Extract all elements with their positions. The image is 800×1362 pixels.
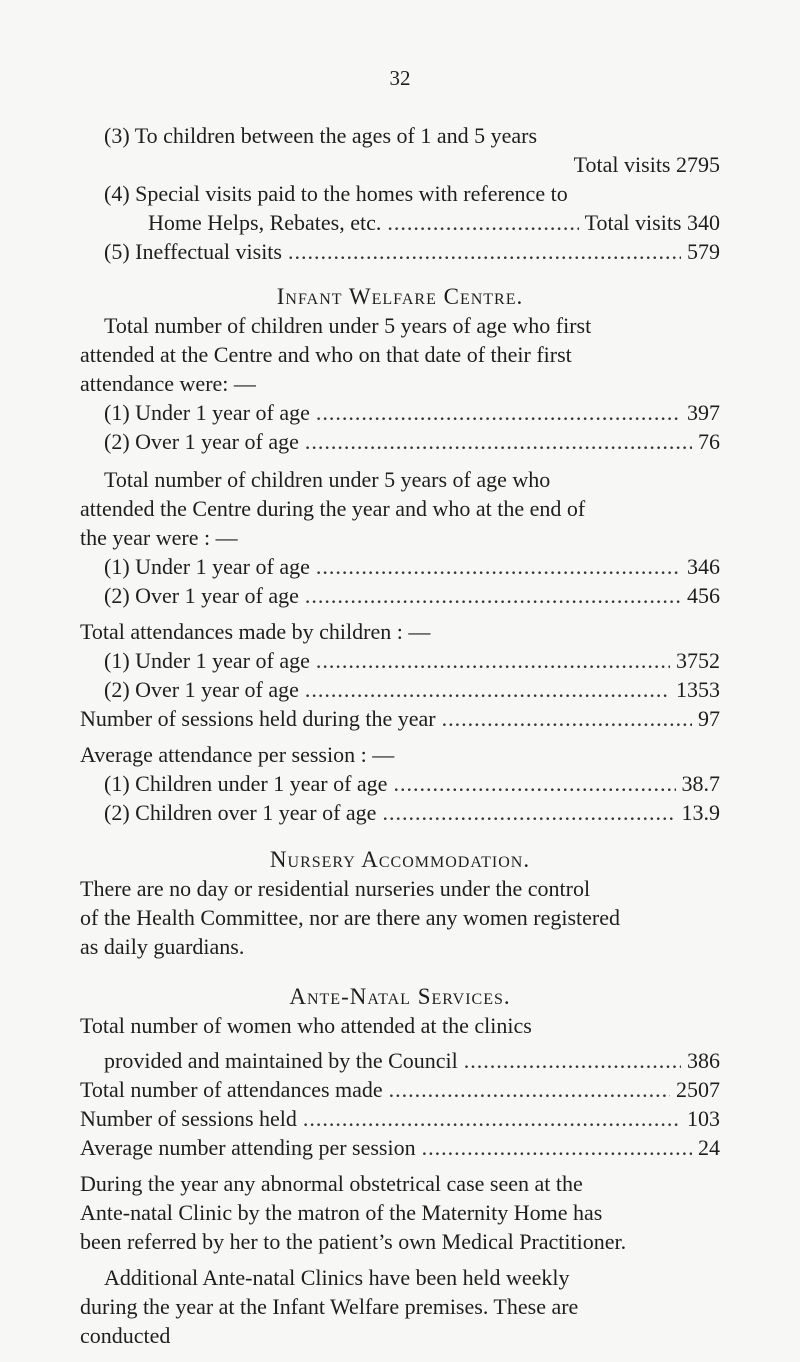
ante-attendances-value: 2507 [676, 1077, 720, 1102]
item3-total: Total visits 2795 [573, 152, 720, 177]
ante-attendances-label: Total number of attendances made [80, 1077, 383, 1102]
women-value: 386 [687, 1048, 720, 1073]
dot-leader [464, 1047, 681, 1075]
dot-leader [305, 582, 681, 610]
average-intro: Average attendance per session : — [80, 742, 395, 767]
ante-sessions-value: 103 [687, 1106, 720, 1131]
avg-under1-row [104, 770, 720, 798]
avg-under1-value: 38.7 [681, 771, 720, 796]
nursery-text-l1: There are no day or residential nurseries under the control [80, 876, 591, 901]
sessions-row [80, 705, 720, 733]
ante-average-label: Average number attending per session [80, 1135, 416, 1160]
ante-sessions-label: Number of sessions held [80, 1106, 297, 1131]
year-over1-label: (2) Over 1 year of age [104, 583, 299, 608]
during-year-intro-l3: the year were : — [80, 525, 238, 550]
nursery-text-l2: of the Health Committee, nor are there any women registered [80, 905, 621, 930]
ante-average-row [80, 1134, 720, 1162]
dot-leader [422, 1134, 692, 1162]
dot-leader [316, 553, 681, 581]
para1-l1: During the year any abnormal obstetrical case seen at the [80, 1171, 583, 1196]
item4-label-line2: Home Helps, Rebates, etc. [148, 210, 382, 235]
women-row [104, 1047, 720, 1075]
first-under1-label: (1) Under 1 year of age [104, 400, 310, 425]
item4-row [148, 209, 720, 237]
att-under1-value: 3752 [676, 648, 720, 673]
ante-natal-heading: Ante-Natal Services. [289, 984, 511, 1009]
sessions-label: Number of sessions held during the year [80, 706, 436, 731]
first-attended-intro-l3: attendance were: — [80, 371, 256, 396]
first-over1-label: (2) Over 1 year of age [104, 429, 299, 454]
ante-sessions-row [80, 1105, 720, 1133]
att-over1-value: 1353 [676, 677, 720, 702]
women-l1: Total number of women who attended at the clinics [80, 1013, 532, 1038]
avg-over1-row [104, 799, 720, 827]
att-under1-label: (1) Under 1 year of age [104, 648, 310, 673]
avg-under1-label: (1) Children under 1 year of age [104, 771, 388, 796]
first-under1-value: 397 [687, 400, 720, 425]
para1-l2: Ante-natal Clinic by the matron of the Maternity Home has [80, 1200, 603, 1225]
para2-l3: conducted [80, 1323, 171, 1348]
att-over1-row [104, 676, 720, 704]
dot-leader [305, 428, 692, 456]
attendances-intro: Total attendances made by children : — [80, 619, 431, 644]
during-year-intro-l2: attended the Centre during the year and who at the end of [80, 496, 586, 521]
item4-label-line1: (4) Special visits paid to the homes with reference to [104, 181, 568, 206]
dot-leader [393, 770, 675, 798]
att-over1-label: (2) Over 1 year of age [104, 677, 299, 702]
first-attended-intro-l1: Total number of children under 5 years of age who first [104, 313, 592, 338]
item3-label: (3) To children between the ages of 1 and 5 years [104, 123, 538, 148]
first-under1-row [104, 399, 720, 427]
att-under1-row [104, 647, 720, 675]
dot-leader [316, 399, 681, 427]
dot-leader [382, 799, 675, 827]
ante-attendances-row [80, 1076, 720, 1104]
during-year-intro-l1: Total number of children under 5 years of age who [104, 467, 551, 492]
item5-value: 579 [687, 239, 720, 264]
dot-leader [316, 647, 670, 675]
para2-l2: during the year at the Infant Welfare premises. These are [80, 1294, 579, 1319]
dot-leader [387, 209, 578, 237]
dot-leader [288, 238, 681, 266]
nursery-text-l3: as daily guardians. [80, 934, 245, 959]
avg-over1-value: 13.9 [681, 800, 720, 825]
dot-leader [442, 705, 692, 733]
dot-leader [389, 1076, 670, 1104]
ante-average-value: 24 [698, 1135, 720, 1160]
first-attended-intro-l2: attended at the Centre and who on that date of their first [80, 342, 572, 367]
first-over1-value: 76 [698, 429, 720, 454]
dot-leader [303, 1105, 681, 1133]
avg-over1-label: (2) Children over 1 year of age [104, 800, 377, 825]
page-number: 32 [389, 66, 411, 90]
year-under1-value: 346 [687, 554, 720, 579]
women-l2: provided and maintained by the Council [104, 1048, 458, 1073]
dot-leader [305, 676, 670, 704]
infant-welfare-heading: Infant Welfare Centre. [276, 284, 524, 309]
item5-label: (5) Ineffectual visits [104, 239, 282, 264]
nursery-heading: Nursery Accommodation. [269, 847, 531, 872]
first-over1-row [104, 428, 720, 456]
sessions-value: 97 [698, 706, 720, 731]
year-over1-row [104, 582, 720, 610]
item4-total: Total visits 340 [584, 210, 720, 235]
year-under1-label: (1) Under 1 year of age [104, 554, 310, 579]
year-over1-value: 456 [687, 583, 720, 608]
para2-l1: Additional Ante-natal Clinics have been held weekly [104, 1265, 570, 1290]
year-under1-row [104, 553, 720, 581]
para1-l3: been referred by her to the patient’s own Medical Practitioner. [80, 1229, 627, 1254]
item5-row [104, 238, 720, 266]
